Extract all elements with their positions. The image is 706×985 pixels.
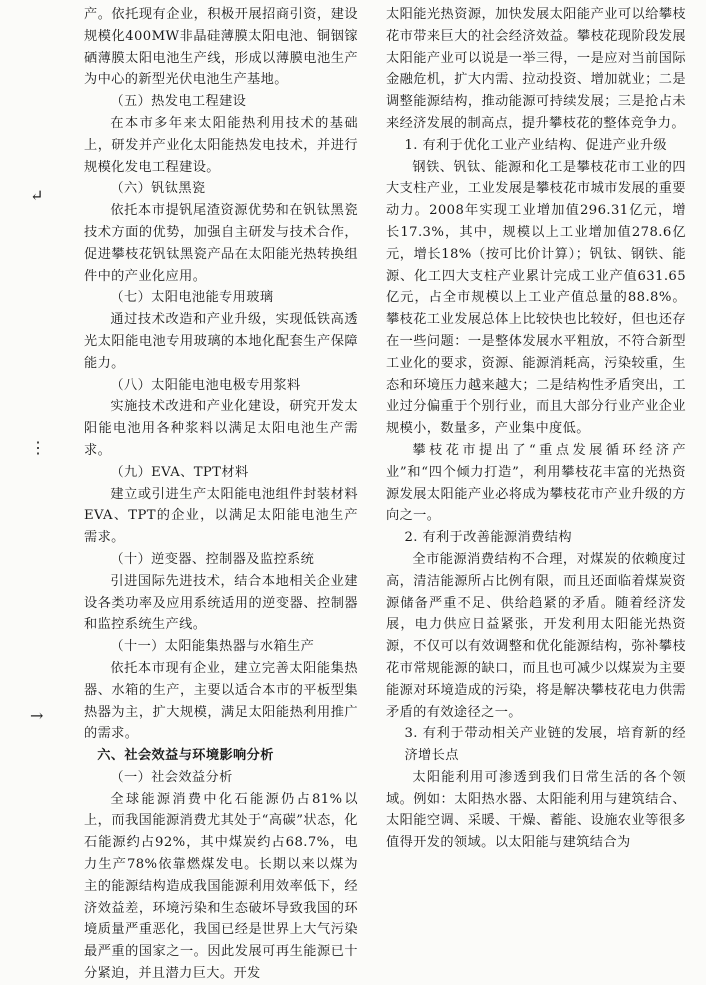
subsection-heading: （九）EVA、TPT材料 xyxy=(110,464,249,480)
paragraph: 钢铁、钒钛、能源和化工是攀枝花市工业的四大支柱产业，工业发展是攀枝花市城市发展的重要动力。2008年实现工业增加值296.31亿元，增长17.3%，其中，规模以上工业增加值278.6亿元，增长18%（按可比价计算）；钒钛、钢铁、能源、化工四大支柱产业累计完成工业产值631.65亿元，占全市规模以上工业产值总量的88.8%。攀枝花工业发展总体上比较快也比较好，但也还存在一些问题：一是整体发展水平粗放，不符合新型工业化的要求，资源、能源消耗高，污染较重，生态和环境压力越来越大；二是结构性矛盾突出，工业过分偏重于个别行业，而且大部分行业产业企业规模小，数量多，产业集中度低。 xyxy=(386,159,686,437)
right-column xyxy=(386,4,686,854)
margin-mark-top: ↵ xyxy=(30,186,44,205)
numbered-heading: 1. 有利于优化工业产业结构、促进产业升级 xyxy=(404,137,668,153)
subsection-heading: （五）热发电工程建设 xyxy=(110,94,247,110)
section-heading: 六、社会效益与环境影响分析 xyxy=(97,748,274,764)
paragraph-continued: 太阳能光热资源，加快发展太阳能产业可以给攀枝花市带来巨大的社会经济效益。攀枝花现阶段发展太阳能产业可以说是一举三得，一是应对当前国际金融危机，扩大内需、拉动投资、增加就业；二是调整能源结构，推动能源可持续发展；三是抢占未来经济发展的制高点，提升攀枝花的整体竞争力。 xyxy=(386,7,686,131)
subsection-heading: （一）社会效益分析 xyxy=(110,769,233,785)
paragraph: 太阳能利用可渗透到我们日常生活的各个领域。例如：太阳热水器、太阳能利用与建筑结合、太阳能空调、采暖、干燥、蓄能、设施农业等很多值得开发的领域。以太阳能与建筑结合为 xyxy=(386,769,686,851)
paragraph: 建立或引进生产太阳能电池组件封装材料EVA、TPT的企业，以满足太阳能电池生产需求。 xyxy=(84,486,358,546)
subsection-heading: （八）太阳能电池电极专用浆料 xyxy=(110,377,301,393)
paragraph: 引进国际先进技术，结合本地相关企业建设各类功率及应用系统适用的逆变器、控制器和监控系统生产线。 xyxy=(84,573,358,633)
paragraph: 攀枝花市提出了“重点发展循环经济产业”和“四个倾力打造”，利用攀枝花丰富的光热资源发展太阳能产业必将成为攀枝花市产业升级的方向之一。 xyxy=(386,442,686,524)
subsection-heading: （十一）太阳能集热器与水箱生产 xyxy=(110,639,315,655)
paragraph: 全球能源消费中化石能源仍占81%以上，而我国能源消费尤其处于“高碳”状态，化石能源约占92%，其中煤炭约占68.7%，电力生产78%依靠燃煤发电。长期以来以煤为主的能源结构造成我国能源利用效率低下，经济效益差，环境污染和生态破坏导致我国的环境质量严重恶化，我国已经是世界上大气污染最严重的国家之一。因此发展可再生能源已十分紧迫，并且潜力巨大。开发 xyxy=(84,791,358,982)
margin-mark-bottom: → xyxy=(30,706,44,725)
numbered-heading: 2. 有利于改善能源消费结构 xyxy=(404,530,572,546)
subsection-heading: （六）钒钛黑瓷 xyxy=(110,181,206,197)
subsection-heading: （十）逆变器、控制器及监控系统 xyxy=(110,551,315,567)
paragraph: 依托本市现有企业，建立完善太阳能集热器、水箱的生产，主要以适合本市的平板型集热器为主，扩大规模，满足太阳能热利用推广的需求。 xyxy=(84,660,358,742)
paragraph-continued: 产。依托现有企业，积极开展招商引资，建设规模化400MW非晶硅薄膜太阳电池、铜铟镓硒薄膜太阳电池生产线，形成以薄膜电池生产为中心的新型光伏电池生产基地。 xyxy=(84,7,358,88)
left-column xyxy=(84,4,358,985)
paragraph: 全市能源消费结构不合理，对煤炭的依赖度过高，清洁能源所占比例有限，而且还面临着煤炭资源储备严重不足、供给趋紧的矛盾。随着经济发展，电力供应日益紧张，开发利用太阳能光热资源，不仅可以有效调整和优化能源结构，弥补攀枝花市常规能源的缺口，而且也可减少以煤炭为主要能源对环境造成的污染，将是解决攀枝花电力供需矛盾的有效途径之一。 xyxy=(386,551,686,720)
margin-mark-middle: ⋮ xyxy=(30,438,46,457)
paragraph: 在本市多年来太阳能热利用技术的基础上，研发并产业化太阳能热发电技术，并进行规模化发电工程建设。 xyxy=(84,115,358,175)
paragraph: 通过技术改造和产业升级，实现低铁高透光太阳能电池专用玻璃的本地化配套生产保障能力。 xyxy=(84,312,358,371)
numbered-heading: 3. 有利于带动相关产业链的发展，培育新的经济增长点 xyxy=(404,726,686,764)
paragraph: 依托本市提钒尾渣资源优势和在钒钛黑瓷技术方面的优势，加强自主研发与技术合作，促进攀枝花钒钛黑瓷产品在太阳能光热转换组件中的产业化应用。 xyxy=(84,203,358,284)
subsection-heading: （七）太阳电池能专用玻璃 xyxy=(110,290,274,306)
paragraph: 实施技术改进和产业化建设，研究开发太阳能电池用各种浆料以满足太阳电池生产需求。 xyxy=(84,399,358,458)
